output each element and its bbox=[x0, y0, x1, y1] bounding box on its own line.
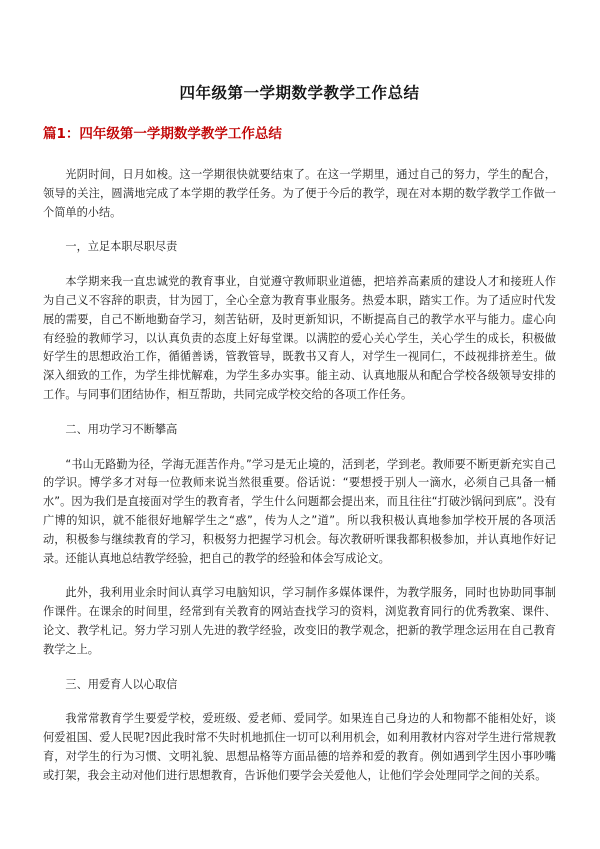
paragraph-intro: 光阴时间，日月如梭。这一学期很快就要结束了。在这一学期里，通过自己的努力，学生的配合，领导的关注，圆满地完成了本学期的教学任务。为了便于今后的教学，现在对本期的数学教学工作做一个简单的小结。 bbox=[43, 168, 556, 219]
section-heading-3: 三、用爱育人以心取信 bbox=[65, 677, 178, 691]
document-body bbox=[43, 166, 556, 786]
section-heading-1: 一，立足本职尽职尽责 bbox=[65, 240, 178, 254]
section-heading-2: 二、用功学习不断攀高 bbox=[65, 422, 178, 436]
paragraph-section-1: 本学期来我一直忠诚党的教育事业，自觉遵守教师职业道德，把培养高素质的建设人才和接班人作为自己义不容辞的职责，甘为园丁，全心全意为教育事业服务。热爱本职，踏实工作。为了适应时代发展的需要，自己不断地勤奋学习，刻苦钻研，及时更新知识，不断提高自己的教学水平与能力。虚心向有经验的教师学习，以认真负责的态度上好每堂课。以满腔的爱心关心学生，关心学生的成长，积极做好学生的思想政治工作，循循善诱，管教管导，既教书又育人，对学生一视同仁，不歧视排挤差生。做深入细致的工作，为学生排忧解难，为学生多办实事。能主动、认真地服从和配合学校各级领导安排的工作。与同事们团结协作，相互帮助，共同完成学校交给的各项工作任务。 bbox=[43, 275, 556, 401]
paragraph-section-2a: “书山无路勤为径，学海无涯苦作舟。”学习是无止境的，活到老，学到老。教师要不断更新充实自己的学识。博学多才对每一位教师来说当然很重要。俗话说：“要想授于别人一滴水，必须自己具备一桶水”。因为我们是直接面对学生的教育者，学生什么问题都会提出来，而且往往“打破沙锅问到底”。没有广博的知识，就不能很好地解学生之“惑”，传为人之”道”。所以我积极认真地参加学校开展的各项活动，积极参与继续教育的学习，积极努力把握学习机会。每次教研听课我都积极参加，并认真地作好记录。还能认真地总结教学经验，把自己的教学的经验和体会写成论文。 bbox=[43, 457, 556, 565]
document-title: 四年级第一学期数学教学工作总结 bbox=[179, 84, 420, 102]
paragraph-section-3: 我常常教育学生要爱学校，爱班级、爱老师、爱同学。如果连自己身边的人和物都不能相处好，谈何爱祖国、爱人民呢?因此我时常不失时机地抓住一切可以利用机会，如利用教材内容对学生进行常规教育，对学生的行为习惯、文明礼貌、思想品格等方面品德的培养和爱的教育。例如遇到学生因小事吵嘴或打架，我会主动对他们进行思想教育，告诉他们要学会关爱他人，让他们学会处理同学之间的关系。 bbox=[43, 712, 556, 782]
document-subtitle: 篇1：四年级第一学期数学教学工作总结 bbox=[43, 126, 282, 142]
paragraph-section-2b: 此外，我利用业余时间认真学习电脑知识，学习制作多媒体课件，为教学服务，同时也协助同事制作课件。在课余的时间里，经常到有关教育的网站查找学习的资料，浏览教育同行的优秀教案、课件、论文、教学札记。努力学习别人先进的教学经验，改变旧的教学观念，把新的教学理念运用在自己教育教学之上。 bbox=[43, 586, 556, 656]
